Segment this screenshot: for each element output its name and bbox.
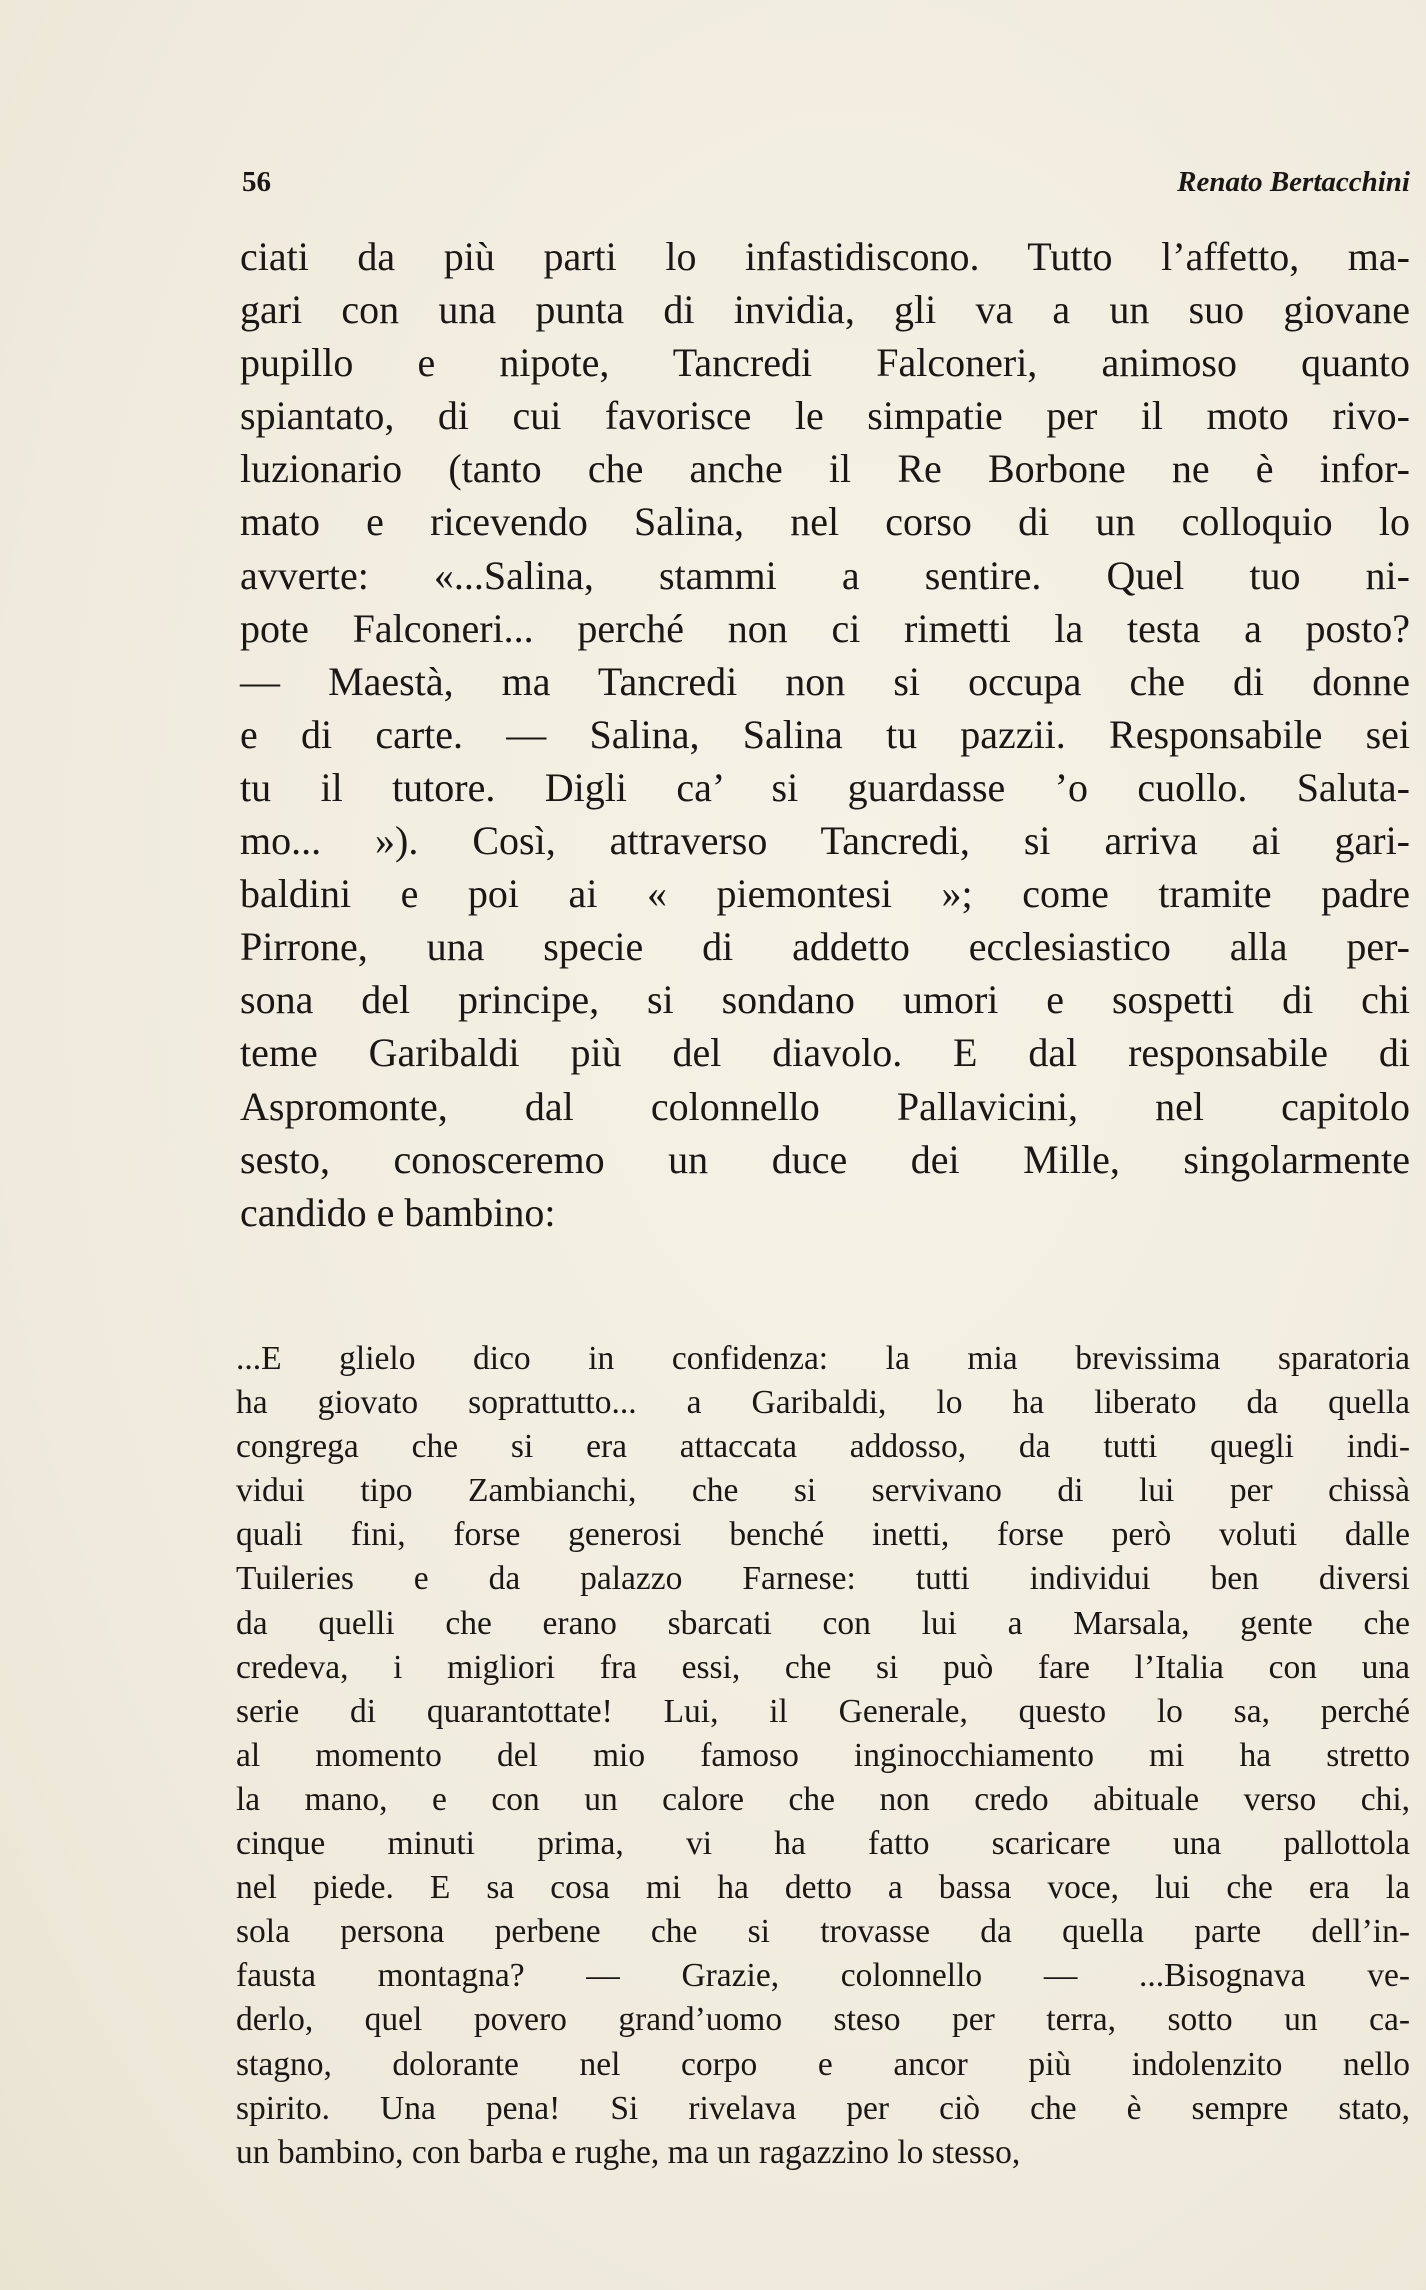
quote-line: la mano, e con un calore che non credo abituale verso chi, — [236, 1780, 1410, 1818]
quote-line: serie di quarantottate! Lui, il Generale, questo lo sa, perché — [236, 1692, 1410, 1730]
text-line: Pirrone, una specie di addetto ecclesiastico alla per- — [240, 924, 1410, 970]
text-line: Aspromonte, dal colonnello Pallavicini, nel capitolo — [240, 1083, 1410, 1129]
text-line: mo... »). Così, attraverso Tancredi, si arriva ai gari- — [240, 818, 1410, 864]
quote-line: congrega che si era attaccata addosso, da tutti quegli indi- — [236, 1428, 1410, 1466]
page-number: 56 — [242, 166, 271, 198]
quote-line: al momento del mio famoso inginocchiamento mi ha stretto — [236, 1736, 1410, 1774]
quote-line: Tuileries e da palazzo Farnese: tutti individui ben diversi — [236, 1560, 1410, 1598]
text-line: pupillo e nipote, Tancredi Falconeri, animoso quanto — [240, 340, 1410, 386]
quote-line: sola persona perbene che si trovasse da quella parte dell’in- — [236, 1913, 1410, 1951]
main-paragraph — [240, 230, 1410, 1239]
text-line: mato e ricevendo Salina, nel corso di un colloquio lo — [240, 499, 1410, 545]
page-header — [242, 166, 1410, 206]
quote-line: spirito. Una pena! Si rivelava per ciò che è sempre stato, — [236, 2089, 1410, 2127]
running-head-author: Renato Bertacchini — [1177, 166, 1410, 198]
quote-line: ...E glielo dico in confidenza: la mia brevissima sparatoria — [236, 1340, 1410, 1377]
quote-line: fausta montagna? — Grazie, colonnello — ...Bisognava ve- — [236, 1957, 1410, 1995]
text-line: baldini e poi ai « piemontesi »; come tramite padre — [240, 871, 1410, 917]
text-line: gari con una punta di invidia, gli va a un suo giovane — [240, 287, 1410, 333]
quote-line: stagno, dolorante nel corpo e ancor più indolenzito nello — [236, 2045, 1410, 2083]
text-line: candido e bambino: — [240, 1189, 556, 1235]
text-line: spiantato, di cui favorisce le simpatie per il moto rivo- — [240, 393, 1410, 439]
quote-line: vidui tipo Zambianchi, che si servivano di lui per chissà — [236, 1472, 1410, 1510]
quote-line: credeva, i migliori fra essi, che si può fare l’Italia con una — [236, 1648, 1410, 1686]
quote-line: da quelli che erano sbarcati con lui a Marsala, gente che — [236, 1604, 1410, 1642]
text-line: sona del principe, si sondano umori e sospetti di chi — [240, 977, 1410, 1023]
text-line: avverte: «...Salina, stammi a sentire. Quel tuo ni- — [240, 552, 1410, 598]
text-line: teme Garibaldi più del diavolo. E dal responsabile di — [240, 1030, 1410, 1076]
text-line: pote Falconeri... perché non ci rimetti la testa a posto? — [240, 605, 1410, 651]
text-line: tu il tutore. Digli ca’ si guardasse ’o cuollo. Saluta- — [240, 764, 1410, 810]
text-line: luzionario (tanto che anche il Re Borbone ne è infor- — [240, 446, 1410, 492]
text-line: sesto, conosceremo un duce dei Mille, singolarmente — [240, 1136, 1410, 1182]
quote-line: derlo, quel povero grand’uomo steso per terra, sotto un ca- — [236, 2001, 1410, 2039]
quote-line: quali fini, forse generosi benché inetti, forse però voluti dalle — [236, 1516, 1410, 1554]
quote-line: ha giovato soprattutto... a Garibaldi, lo ha liberato da quella — [236, 1384, 1410, 1422]
quote-line: cinque minuti prima, vi ha fatto scaricare una pallottola — [236, 1825, 1410, 1863]
text-line: e di carte. — Salina, Salina tu pazzii. Responsabile sei — [240, 711, 1410, 757]
text-line: — Maestà, ma Tancredi non si occupa che di donne — [240, 658, 1410, 704]
block-quotation — [236, 1337, 1410, 2175]
quote-line: nel piede. E sa cosa mi ha detto a bassa voce, lui che era la — [236, 1869, 1410, 1907]
quote-line: un bambino, con barba e rughe, ma un ragazzino lo stesso, — [236, 2133, 1021, 2171]
text-line: ciati da più parti lo infastidiscono. Tutto l’affetto, ma- — [240, 234, 1410, 279]
